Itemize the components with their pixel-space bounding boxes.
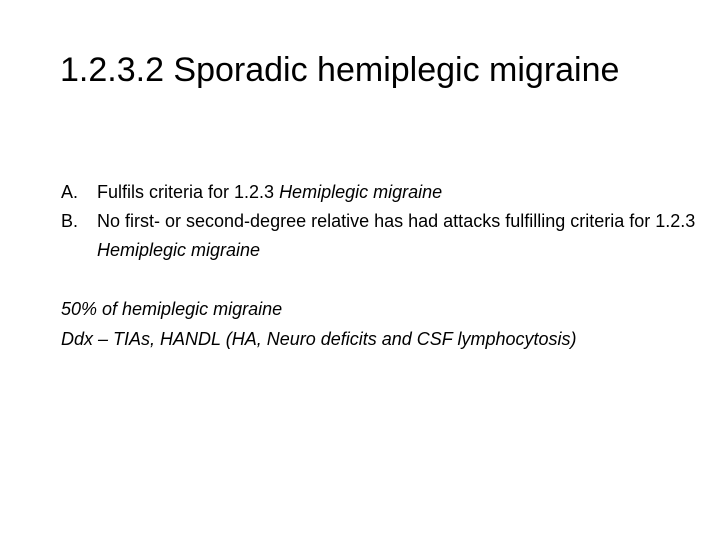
criterion-text-italic: Hemiplegic migraine	[97, 240, 261, 260]
slide-body	[61, 178, 701, 354]
criteria-list	[61, 178, 701, 265]
criterion-marker: B.	[61, 211, 79, 231]
criterion-text	[97, 207, 701, 265]
criterion-text	[97, 178, 701, 207]
criterion-item	[61, 178, 701, 207]
criterion-item	[61, 207, 701, 265]
criterion-text-plain: Fulfils criteria for 1.2.3	[97, 182, 280, 202]
note-line: Ddx – TIAs, HANDL (HA, Neuro deficits and CSF lymphocytosis)	[61, 329, 577, 349]
note-line: 50% of hemiplegic migraine	[61, 299, 283, 319]
spacer	[61, 265, 701, 294]
criterion-text-plain: No first- or second-degree relative has had attacks fulfilling criteria for 1.2.3	[97, 211, 696, 231]
criterion-marker: A.	[61, 182, 79, 202]
slide-title: 1.2.3.2 Sporadic hemiplegic migraine	[60, 51, 620, 89]
criterion-text-italic: Hemiplegic migraine	[279, 182, 443, 202]
